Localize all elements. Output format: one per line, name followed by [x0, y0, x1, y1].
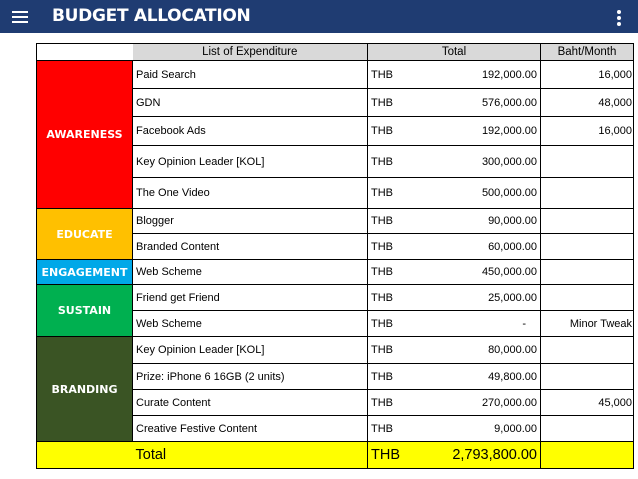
row-amount: 500,000.00	[411, 178, 541, 209]
row-item: Branded Content	[133, 234, 368, 260]
row-amount: 25,000.00	[411, 285, 541, 311]
row-monthly	[541, 234, 634, 260]
more-options-icon[interactable]	[612, 8, 626, 28]
table-row	[37, 337, 634, 364]
row-amount: 192,000.00	[411, 61, 541, 89]
header-baht-month: Baht/Month	[541, 44, 634, 61]
row-amount: 80,000.00	[411, 337, 541, 364]
row-item: Web Scheme	[133, 311, 368, 337]
category-educate: EDUCATE	[37, 209, 133, 260]
row-monthly: 16,000	[541, 117, 634, 146]
row-amount: 192,000.00	[411, 117, 541, 146]
header-total: Total	[368, 44, 541, 61]
row-item: Web Scheme	[133, 260, 368, 285]
header-expenditure: List of Expenditure	[133, 44, 368, 61]
row-item: Blogger	[133, 209, 368, 234]
total-label: Total	[133, 442, 368, 469]
hamburger-menu-icon[interactable]	[10, 10, 34, 24]
row-currency: THB	[368, 364, 411, 390]
row-monthly	[541, 178, 634, 209]
row-monthly	[541, 364, 634, 390]
row-currency: THB	[368, 285, 411, 311]
row-monthly	[541, 260, 634, 285]
table-row	[37, 285, 634, 311]
row-monthly: 45,000	[541, 390, 634, 416]
row-item: Prize: iPhone 6 16GB (2 units)	[133, 364, 368, 390]
row-currency: THB	[368, 234, 411, 260]
table-row	[37, 61, 634, 89]
row-item: Paid Search	[133, 61, 368, 89]
row-monthly: 16,000	[541, 61, 634, 89]
row-item: Facebook Ads	[133, 117, 368, 146]
row-amount: 300,000.00	[411, 146, 541, 178]
total-row	[37, 442, 634, 469]
row-monthly: Minor Tweak	[541, 311, 634, 337]
row-currency: THB	[368, 311, 411, 337]
row-item: The One Video	[133, 178, 368, 209]
top-app-bar	[0, 0, 638, 33]
row-currency: THB	[368, 416, 411, 442]
page-title: BUDGET ALLOCATION	[52, 6, 251, 26]
row-amount: 576,000.00	[411, 89, 541, 117]
row-item: Friend get Friend	[133, 285, 368, 311]
category-branding: BRANDING	[37, 337, 133, 442]
row-currency: THB	[368, 209, 411, 234]
row-amount: -	[411, 311, 541, 337]
row-item: Curate Content	[133, 390, 368, 416]
row-monthly: 48,000	[541, 89, 634, 117]
row-monthly	[541, 146, 634, 178]
table-header-row	[37, 44, 634, 61]
row-amount: 270,000.00	[411, 390, 541, 416]
row-amount: 450,000.00	[411, 260, 541, 285]
row-currency: THB	[368, 260, 411, 285]
total-amount: 2,793,800.00	[411, 442, 541, 469]
row-monthly	[541, 285, 634, 311]
category-engagement: ENGAGEMENT	[37, 260, 133, 285]
row-item: GDN	[133, 89, 368, 117]
row-currency: THB	[368, 390, 411, 416]
table-row	[37, 209, 634, 234]
row-currency: THB	[368, 178, 411, 209]
row-monthly	[541, 416, 634, 442]
row-item: Key Opinion Leader [KOL]	[133, 146, 368, 178]
table-row	[37, 260, 634, 285]
row-amount: 49,800.00	[411, 364, 541, 390]
category-awareness: AWARENESS	[37, 61, 133, 209]
row-currency: THB	[368, 146, 411, 178]
row-amount: 90,000.00	[411, 209, 541, 234]
row-monthly	[541, 337, 634, 364]
budget-table	[36, 43, 634, 469]
row-currency: THB	[368, 61, 411, 89]
row-amount: 60,000.00	[411, 234, 541, 260]
row-currency: THB	[368, 89, 411, 117]
row-currency: THB	[368, 337, 411, 364]
total-currency: THB	[368, 442, 411, 469]
category-sustain: SUSTAIN	[37, 285, 133, 337]
total-monthly-empty	[541, 442, 634, 469]
row-monthly	[541, 209, 634, 234]
row-item: Key Opinion Leader [KOL]	[133, 337, 368, 364]
row-item: Creative Festive Content	[133, 416, 368, 442]
row-currency: THB	[368, 117, 411, 146]
row-amount: 9,000.00	[411, 416, 541, 442]
